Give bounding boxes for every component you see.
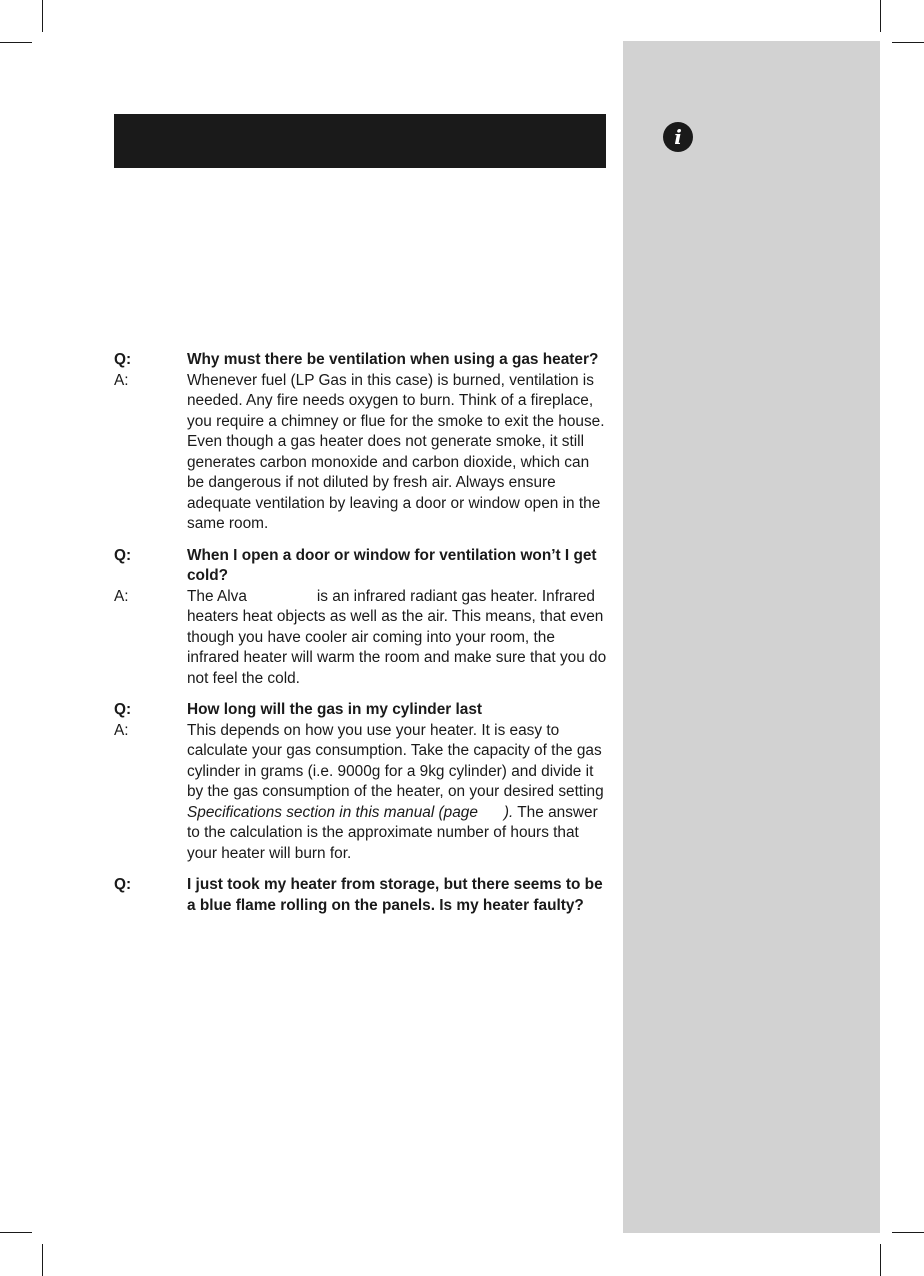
answer-text: [187, 587, 609, 690]
answer-row: [114, 721, 609, 865]
answer-text-part: This depends on how you use your heater. It is easy to calculate your gas consumption. Take the capacity of the gas cylinder in grams (i.e. 9000g for a 9kg cylinder) and divide it by the gas consumption of the heater, on your desired setting: [187, 721, 604, 800]
answer-text-part: The Alva: [187, 587, 247, 605]
answer-italic-reference: Specifications section in this manual (page: [187, 803, 478, 821]
question-tag: Q:: [114, 876, 132, 893]
question-row: [114, 875, 609, 916]
question-row: [114, 350, 609, 371]
faq-section: [114, 350, 609, 927]
question-text: How long will the gas in my cylinder last: [187, 701, 483, 718]
crop-mark: [42, 1244, 43, 1276]
answer-row: [114, 371, 609, 535]
answer-italic-end: ).: [503, 803, 514, 821]
question-row: [114, 546, 609, 587]
crop-mark: [0, 1232, 32, 1233]
faq-item: [114, 875, 609, 916]
answer-tag: A:: [114, 371, 129, 389]
question-tag: Q:: [114, 701, 132, 718]
question-text: When I open a door or window for ventilation won’t I get cold?: [187, 546, 597, 584]
answer-tag: A:: [114, 587, 129, 605]
faq-item: [114, 350, 609, 535]
answer-text-part: is an infrared radiant gas heater. Infrared heaters heat objects as well as the air. This means, that even though you have cooler air coming into your room, the infrared heater will warm the room and make sure that you do not feel the cold.: [187, 587, 607, 687]
question-tag: Q:: [114, 546, 132, 564]
answer-tag: A:: [114, 721, 129, 739]
question-row: [114, 700, 609, 721]
sidebar-panel: [623, 41, 880, 1233]
info-glyph: i: [674, 125, 682, 149]
question-text: I just took my heater from storage, but there seems to be a blue flame rolling on the panels. Is my heater faulty?: [187, 876, 603, 914]
crop-mark: [880, 0, 881, 32]
crop-mark: [880, 1244, 881, 1276]
question-tag: Q:: [114, 351, 132, 368]
crop-mark: [0, 42, 32, 43]
answer-text: Whenever fuel (LP Gas in this case) is burned, ventilation is needed. Any fire needs oxygen to burn. Think of a fireplace, you require a chimney or flue for the smoke to exit the house. Even though a gas heater does not generate smoke, it still generates carbon monoxide and carbon dioxide, which can be dangerous if not diluted by fresh air. Always ensure adequate ventilation by leaving a door or window open in the same room.: [187, 371, 605, 532]
faq-item: [114, 546, 609, 690]
question-text: Why must there be ventilation when using a gas heater?: [187, 351, 599, 368]
crop-mark: [892, 1232, 924, 1233]
crop-mark: [892, 42, 924, 43]
info-icon: [663, 122, 693, 152]
faq-item: [114, 700, 609, 864]
answer-text-part: The answer to the calculation is the approximate number of hours that your heater will burn for.: [187, 803, 598, 862]
answer-text: [187, 721, 609, 865]
answer-row: [114, 587, 609, 690]
crop-mark: [42, 0, 43, 32]
section-title-bar: [114, 114, 606, 168]
